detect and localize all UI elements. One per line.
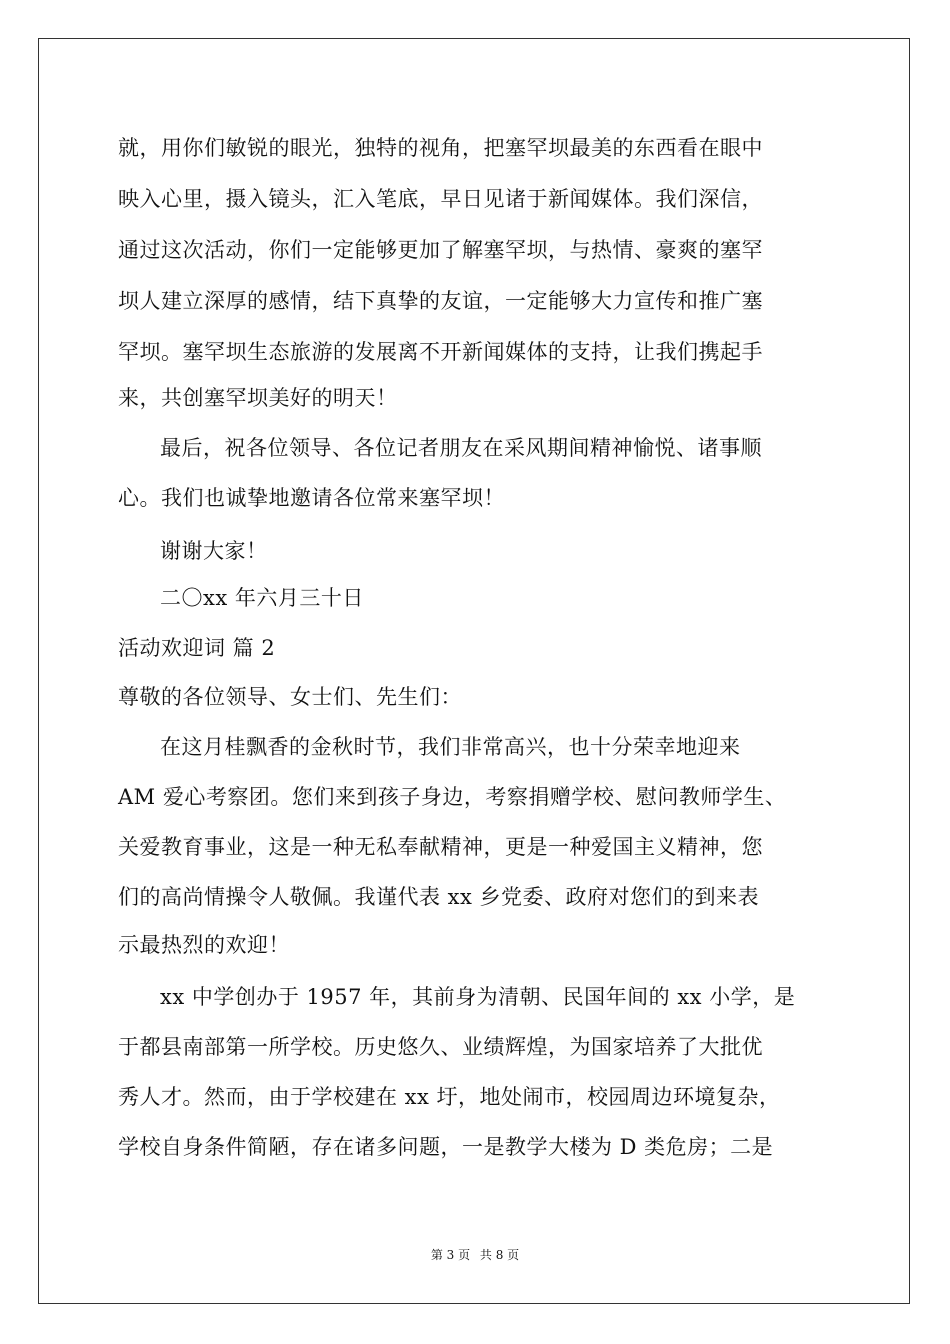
salutation: 尊敬的各位领导、女士们、先生们： <box>118 685 462 709</box>
text-line: 映入心里，摄入镜头，汇入笔底，早日见诸于新闻媒体。我们深信， <box>118 187 763 211</box>
text-line: 来，共创塞罕坝美好的明天！ <box>118 386 398 410</box>
text-line: 于都县南部第一所学校。历史悠久、业绩辉煌，为国家培养了大批优 <box>118 1035 763 1059</box>
date-line: 二〇xx 年六月三十日 <box>160 586 364 610</box>
text-line: 坝人建立深厚的感情，结下真挚的友谊，一定能够大力宣传和推广塞 <box>118 289 763 313</box>
text-line: 示最热烈的欢迎！ <box>118 933 290 957</box>
text-line: 在这月桂飘香的金秋时节，我们非常高兴，也十分荣幸地迎来 <box>160 735 741 759</box>
page-number: 第 3 页 <box>430 1248 471 1262</box>
text-line: 秀人才。然而，由于学校建在 xx 圩，地处闹市，校园周边环境复杂， <box>118 1085 781 1109</box>
text-line: AM 爱心考察团。您们来到孩子身边，考察捐赠学校、慰问教师学生、 <box>118 785 787 809</box>
text-line: 们的高尚情操令人敬佩。我谨代表 xx 乡党委、政府对您们的到来表 <box>118 885 760 909</box>
text-line: 心。我们也诚挚地邀请各位常来塞罕坝！ <box>118 486 505 510</box>
text-line: 关爱教育事业，这是一种无私奉献精神，更是一种爱国主义精神，您 <box>118 835 763 859</box>
section-heading: 活动欢迎词 篇 2 <box>118 636 276 660</box>
text-line: 就，用你们敏锐的眼光，独特的视角，把塞罕坝最美的东西看在眼中 <box>118 136 763 160</box>
text-line: 最后，祝各位领导、各位记者朋友在采风期间精神愉悦、诸事顺 <box>160 436 762 460</box>
text-line: xx 中学创办于 1957 年，其前身为清朝、民国年间的 xx 小学，是 <box>160 985 796 1009</box>
page-total: 共 8 页 <box>479 1248 520 1262</box>
text-line: 通过这次活动，你们一定能够更加了解塞罕坝，与热情、豪爽的塞罕 <box>118 238 763 262</box>
closing-thanks: 谢谢大家！ <box>160 539 268 563</box>
text-line: 罕坝。塞罕坝生态旅游的发展离不开新闻媒体的支持，让我们携起手 <box>118 340 763 364</box>
page-footer <box>0 1247 950 1263</box>
text-line: 学校自身条件简陋，存在诸多问题，一是教学大楼为 D 类危房；二是 <box>118 1135 774 1159</box>
page-frame <box>38 38 910 1304</box>
